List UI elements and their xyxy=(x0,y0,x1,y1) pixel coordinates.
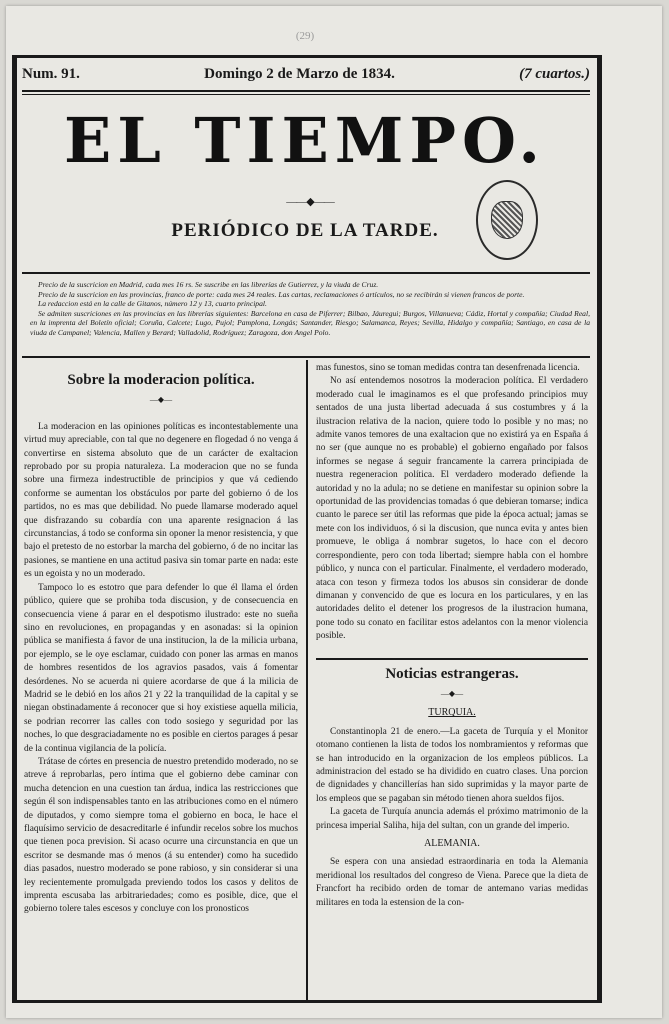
article-paragraph: No así entendemos nosotros la moderacion política. El verdadero moderado cual le imaginamos es el que profesando principios muy sentados de una justa libertad adecuada á sus costumbres y á la ilustracion relativa de la nacion, quiere todo lo posible y no mas; no admite vanos temores de una exaltacion que no existirá ya en España á no ser (que aunque no es probable) el gobierno engañado por falsos informes se negase á seguir francamente la carrera principiada de nuestra regeneracion política. El verdadero moderado defiende la autoridad y no la adula; no se detiene en manifestar su opinion sobre la oportunidad de las providencias tomadas ó que debieran tomarse; indica cuanto le parece ser útil las reformas que pide la época actual; jamas se mete con los individuos, ó si la discusion, que nunca evita y antes bien promueve, le obliga á nombrar sugetos, lo hace con el decoro correspondiente, pero con toda libertad; siempre habla con el hombre público, y nunca con el particular. Finalmente, el verdadero moderado, ataca con teson y firmeza todos los abusos sin considerar de donde dimanan y convencido de que es locura en los particulares, y en las autoridades delito el detener los progresos de la ilustracion humana, pone todo su conato en facilitar estos adelantos con la menor violencia posible. xyxy=(316,376,588,642)
article-paragraph: mas funestos, sino se toman medidas contra tan desenfrenada licencia. xyxy=(316,363,580,373)
news-ornament: —◆— xyxy=(440,688,464,698)
header-rule-bottom xyxy=(22,94,590,95)
section-heading-turquia: TURQUIA. xyxy=(428,707,476,719)
issue-date: Domingo 2 de Marzo de 1834. xyxy=(204,66,395,82)
article-paragraph: Trátase de córtes en presencia de nuestro pretendido moderado, no se atreve á reprobarlas, pero íntima que el gobierno debe caminar con mucha detencion en una cuestion tan árdua, indica las restricciones que según él son indispensables tanto en las atribuciones como en el número de diputados, y como siempre toma el gobierno en boca, le hace el flaquísimo servicio de desacreditarle é infundir recelos sobre los muchos que tienen poca prevision. Si acaso ocurre una circunstancia en que un escritor se desmande mas ó menos (á su entender) como ha sucedido dias pasados, nuestro moderado se pone rabioso, y sin considerar si una ley recientemente promulgada previendo todos los casos y delitos de imprenta escusaba las arbitrariedades; como es posible, dice, que el gobierno tolere tales escesos y concluye con los pronosticos xyxy=(24,756,298,915)
library-stamp xyxy=(476,180,538,260)
news-paragraph: La gaceta de Turquía anuncia además el próximo matrimonio de la princesa imperial Saliha, hija del sultan, con un grande del imperio. xyxy=(316,807,588,831)
subscription-line: La redaccion está en la calle de Gitanos, número 12 y 13, cuarto principal. xyxy=(38,299,267,309)
article-paragraph: La moderacion en las opiniones políticas es incontestablemente una virtud muy apreciable, con tal que no degenere en flogedad ó no venga á convertirse en sistema absoluto que de un carácter de exaltacion reprobado por su propia naturaleza. La moderacion que no se funda sobre una firmeza indestructible de principios y que vá cediendo conforme se aumentan los obstáculos por parte del gobierno ó de los partidos, no es mas que debilidad. No puede llamarse moderado aquel que disfrazando su cobardía con una aparente resignacion á las circunstancias, á todo se conforma sin oponer la menor resistencia, y que bajo el pretesto de no estorbar la marcha del gobierno, ó de no incitar las pasiones, se mantiene en una actitud pasiva sin tomar parte en nada: este es un egoista y no un moderado. xyxy=(24,421,298,580)
section-heading-alemania: ALEMANIA. xyxy=(424,838,480,849)
right-column xyxy=(316,362,588,998)
news-paragraph: Constantinopla 21 de enero.—La gaceta de Turquía y el Monitor otomano contienen la lista de todos los nombramientos y reformas que se han introducido en la organizacion de los empleos públicos. La administracion del estado se ha dividido en cuatro clases. Una porcion de dignidades y chancillerías han sido suprimidas y la mayor parte de los empleos que se pagaban sin método tienen ahora sueldos fijos. xyxy=(316,726,588,804)
subscription-info xyxy=(30,280,590,338)
news-rule xyxy=(316,658,588,660)
article-paragraph: Tampoco lo es estotro que para defender lo que él llama el órden público, quiere que se prohiba toda discusion, y de consecuencia en consecuencia viene á parar en el despotismo ilustrado: este no sueña sino en revoluciones, en propagandas y en asonadas: si la opinion pública se manifiesta á favor de una institucion, la de la milicia urbana, por ejemplo, se le oye esclamar, cuidado con poner las armas en manos de hombres resentidos de los agravios pasados, vais á fomentar desórdenes. No se acuerda ni quiere acordarse de que á la milicia de Madrid se le debió en los años 21 y 22 la tranquilidad de la capital y se niegan obstinadamente á reconocer que si hoy existiese aquella milicia, se podrian recorrer las calles con todo sosiego y seguridad por las noches, lo que desgraciadamente no es posible en ciertos parages á pesar de la continua vigilancia de la policía. xyxy=(24,582,298,754)
page-number: (29) xyxy=(295,30,315,42)
header-rule-top xyxy=(22,90,590,92)
column-divider xyxy=(306,360,308,1000)
issue-header xyxy=(22,66,590,83)
columns-rule xyxy=(22,356,590,358)
news-title: Noticias estrangeras. xyxy=(385,665,519,682)
news-paragraph: Se espera con una ansiedad estraordinaria en toda la Alemania meridional los resultados del congreso de Viena. Parece que la dieta de Francfort ha recibido orden de tomar de antemano varias medidas militares en toda la estension de la con- xyxy=(316,857,588,908)
masthead-rule xyxy=(22,272,590,274)
subscription-line: Precio de la suscricion en las provincias, franco de porte: cada mes 24 reales. Las cartas, reclamaciones ó artículos, no se recibirán si vienen francos de porte. xyxy=(38,289,525,299)
issue-price: (7 cuartos.) xyxy=(519,66,590,82)
masthead-ornament: ——◆—— xyxy=(286,196,334,208)
issue-number: Num. 91. xyxy=(22,66,80,82)
article-title: Sobre la moderacion política. xyxy=(67,372,255,388)
subscription-line: Precio de la suscricion en Madrid, cada mes 16 rs. Se suscribe en las librerías de Gutierrez, y la viuda de Cruz. xyxy=(38,280,379,289)
article-ornament: —◆— xyxy=(149,395,173,405)
left-column xyxy=(24,360,298,1000)
masthead-subtitle: PERIÓDICO DE LA TARDE. xyxy=(171,220,439,241)
stamp-seal-icon xyxy=(491,201,523,239)
masthead-title: EL TIEMPO. xyxy=(63,104,547,177)
subscription-line: Se admiten suscriciones en las provincias en las librerías siguientes: Barcelona en casa de Piferrer; Bilbao, Jáuregui; Burgos, Villanueva; Cádiz, Hortal y compañía; Ciudad Real, en la imprenta del Boletín oficial; Coruña, Calcete; Lugo, Pujol; Pamplona, Longás; Santander, Riesgo; Salamanca, Reyes; Sevilla, Hidalgo y compañía; Santiago, en casa de la viuda de Campanel; Valencia, Mallen y Berard; Valladolid, Rodríguez; Zaragoza, don Angel Polo. xyxy=(30,308,590,337)
